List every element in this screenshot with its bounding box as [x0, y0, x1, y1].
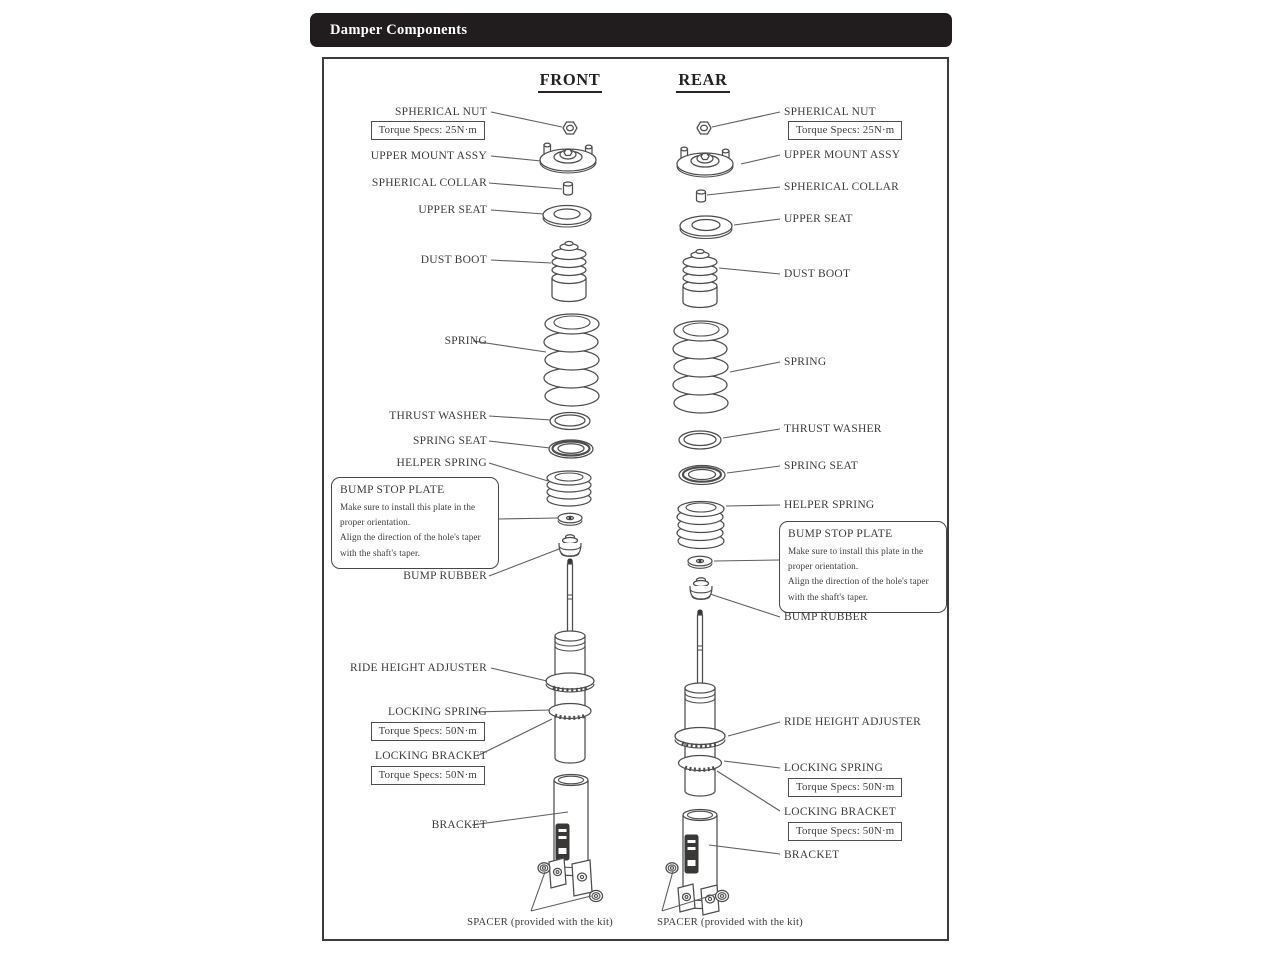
rear-label-helper-spring: HELPER SPRING [784, 499, 875, 511]
rear-label-thrust-washer: THRUST WASHER [784, 423, 882, 435]
rear-label-locking-bracket: LOCKING BRACKET [784, 806, 897, 818]
front-bump-rubber-drawing [559, 535, 581, 557]
rear-label-bump-rubber: BUMP RUBBER [784, 611, 868, 623]
front-upper-mount-assy-drawing [540, 143, 596, 173]
rear-shock-body-drawing [675, 610, 725, 796]
rear-thrust-washer-drawing [679, 431, 721, 449]
rear-torque-spec-locking-bracket: Torque Specs: 50N·m [788, 822, 902, 841]
front-label-spacer: SPACER (provided with the kit) [467, 916, 613, 928]
front-bracket-drawing [538, 775, 603, 902]
rear-label-ride-height-adjuster: RIDE HEIGHT ADJUSTER [784, 716, 922, 728]
rear-label-bracket: BRACKET [784, 849, 840, 861]
front-label-spherical-collar: SPHERICAL COLLAR [371, 177, 487, 189]
rear-damper-drawing [666, 122, 733, 915]
front-torque-spec-spherical-nut: Torque Specs: 25N·m [371, 121, 485, 140]
page-title: Damper Components [330, 22, 468, 38]
front-upper-seat-drawing [543, 206, 591, 228]
front-label-spring-seat: SPRING SEAT [412, 435, 487, 447]
front-label-spherical-nut: SPHERICAL NUT [395, 106, 487, 118]
rear-bump-rubber-drawing [690, 578, 712, 600]
front-bump-stop-plate-drawing [558, 513, 582, 525]
front-spherical-collar-drawing [564, 182, 573, 195]
front-spherical-nut-drawing [563, 122, 577, 134]
rear-label-dust-boot: DUST BOOT [784, 268, 851, 280]
rear-label-locking-spring: LOCKING SPRING [784, 762, 884, 774]
rear-spherical-nut-drawing [697, 122, 711, 134]
front-label-thrust-washer: THRUST WASHER [389, 410, 487, 422]
front-label-spring: SPRING [444, 335, 487, 347]
front-label-locking-spring: LOCKING SPRING [387, 706, 487, 718]
rear-spring-drawing [673, 321, 728, 413]
rear-spring-seat-drawing [679, 466, 725, 485]
rear-upper-seat-drawing [680, 216, 732, 239]
front-shock-body-drawing [546, 559, 594, 763]
front-label-upper-seat: UPPER SEAT [418, 204, 487, 216]
rear-label-bump-stop-plate: BUMP STOP PLATE [788, 528, 893, 540]
front-torque-spec-locking-bracket: Torque Specs: 50N·m [371, 766, 485, 785]
rear-bump-stop-note-line-1: Make sure to install this plate in the proper orientation. [788, 546, 924, 572]
rear-bump-stop-plate-note [779, 521, 947, 613]
front-helper-spring-drawing [547, 471, 591, 506]
front-label-dust-boot: DUST BOOT [420, 254, 487, 266]
rear-label-spacer: SPACER (provided with the kit) [657, 916, 803, 928]
front-torque-spec-locking-spring: Torque Specs: 50N·m [371, 722, 485, 741]
front-spring-seat-drawing [549, 440, 593, 458]
rear-bracket-drawing [666, 810, 729, 916]
rear-column-header: REAR [658, 70, 748, 93]
front-label-bump-stop-plate: BUMP STOP PLATE [340, 484, 445, 496]
rear-label-spherical-collar: SPHERICAL COLLAR [784, 181, 900, 193]
rear-bump-stop-note-line-2: Align the direction of the hole's taper with the shaft's taper. [788, 576, 929, 602]
front-dust-boot-drawing [552, 242, 586, 302]
rear-label-upper-mount-assy: UPPER MOUNT ASSY [784, 149, 901, 161]
front-label-bracket: BRACKET [431, 819, 487, 831]
rear-label-spring: SPRING [784, 356, 827, 368]
rear-bump-stop-plate-drawing [688, 556, 712, 568]
front-bump-stop-plate-note [331, 477, 499, 569]
rear-label-upper-seat: UPPER SEAT [784, 213, 853, 225]
front-bump-stop-note-line-1: Make sure to install this plate in the proper orientation. [340, 502, 476, 528]
front-thrust-washer-drawing [550, 413, 590, 430]
rear-spherical-collar-drawing [697, 190, 706, 202]
rear-label-spring-seat: SPRING SEAT [784, 460, 859, 472]
rear-label-spherical-nut: SPHERICAL NUT [784, 106, 876, 118]
rear-helper-spring-drawing [677, 502, 724, 549]
front-label-helper-spring: HELPER SPRING [396, 457, 487, 469]
front-spring-drawing [544, 314, 599, 406]
front-label-bump-rubber: BUMP RUBBER [403, 570, 487, 582]
front-column-header: FRONT [520, 70, 620, 93]
rear-torque-spec-spherical-nut: Torque Specs: 25N·m [788, 121, 902, 140]
rear-torque-spec-locking-spring: Torque Specs: 50N·m [788, 778, 902, 797]
front-damper-drawing [538, 122, 603, 902]
rear-upper-mount-assy-drawing [677, 147, 733, 177]
front-label-upper-mount-assy: UPPER MOUNT ASSY [370, 150, 487, 162]
front-label-ride-height-adjuster: RIDE HEIGHT ADJUSTER [349, 662, 487, 674]
front-bump-stop-note-line-2: Align the direction of the hole's taper with the shaft's taper. [340, 532, 481, 558]
front-label-locking-bracket: LOCKING BRACKET [374, 750, 487, 762]
rear-dust-boot-drawing [683, 250, 717, 308]
